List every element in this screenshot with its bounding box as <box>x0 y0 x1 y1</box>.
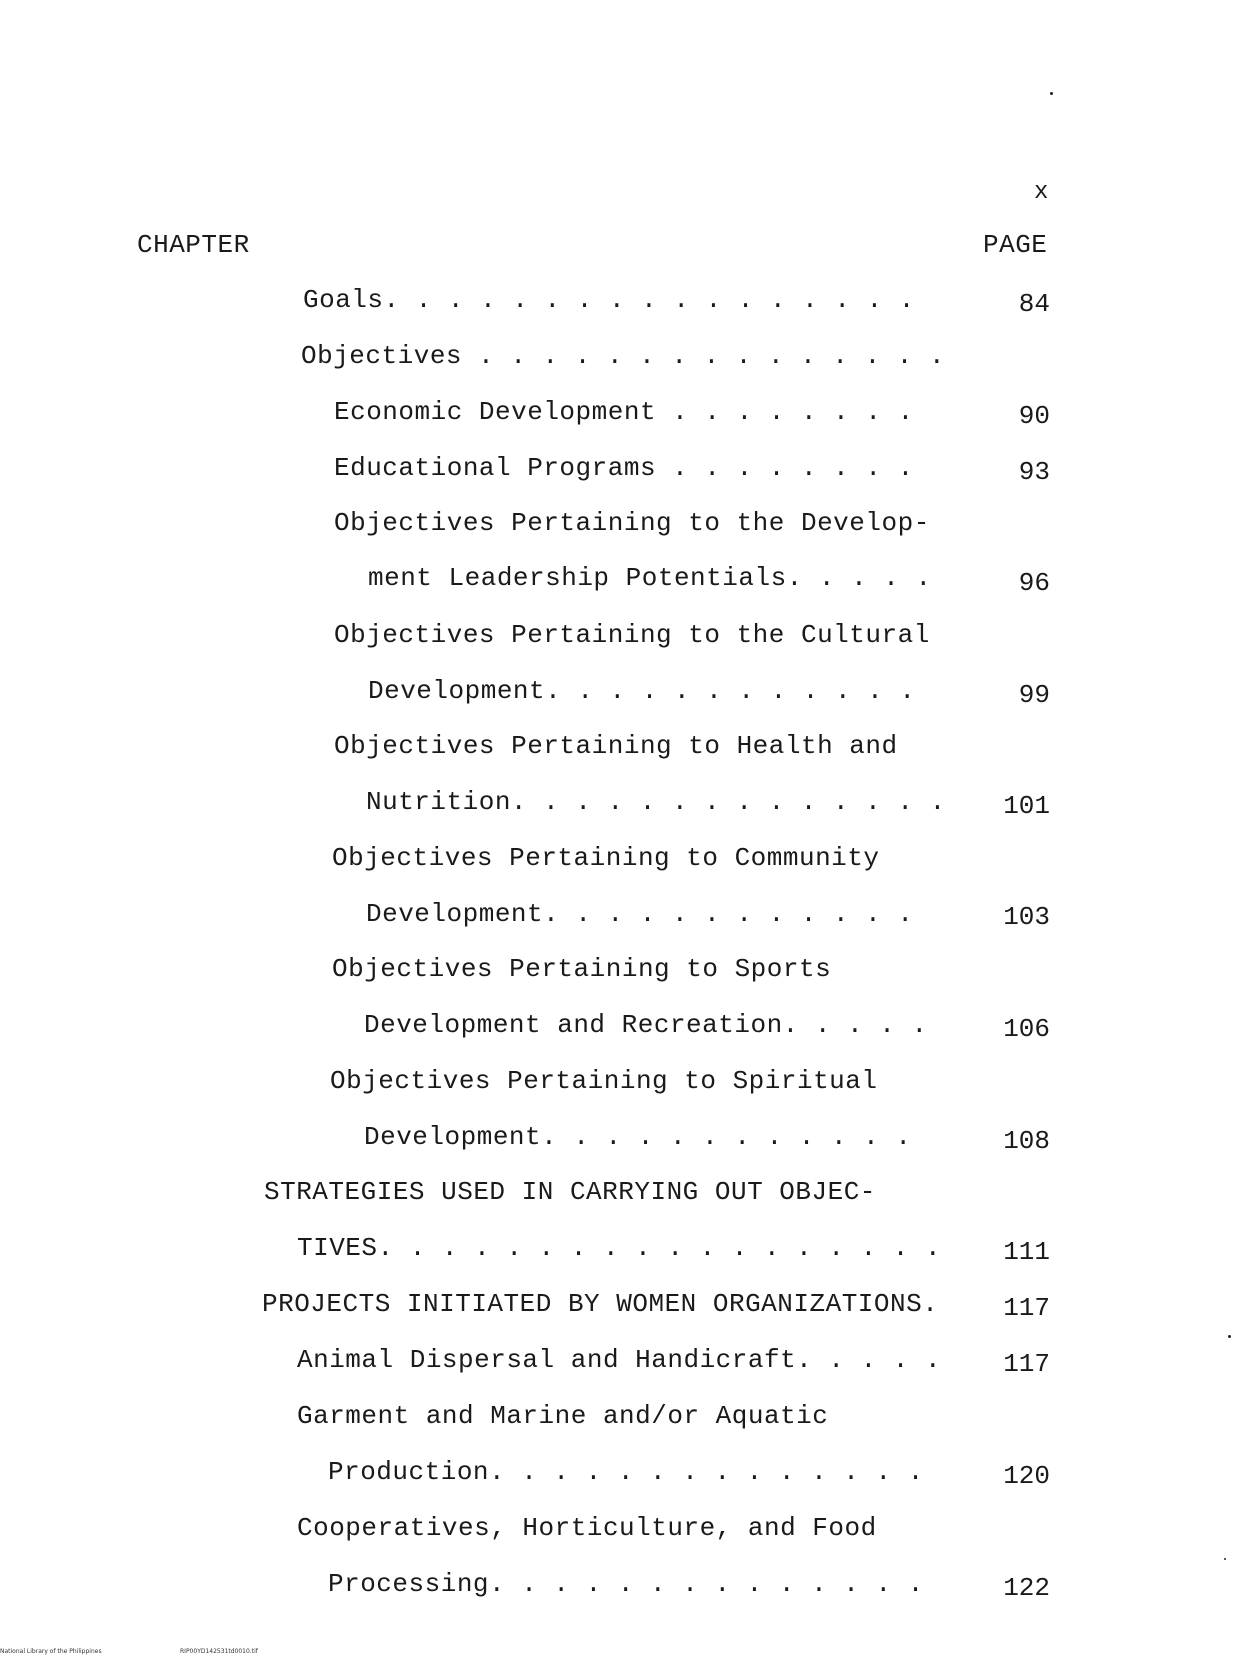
toc-entry: Nutrition. . . . . . . . . . . . . . <box>366 787 946 817</box>
toc-entry: Objectives Pertaining to Community <box>332 843 880 873</box>
toc-page-number: 93 <box>1018 457 1050 487</box>
scan-speck <box>1224 1558 1226 1560</box>
toc-page-number: 122 <box>1003 1573 1050 1603</box>
toc-page-number: 96 <box>1018 568 1050 598</box>
toc-entry: Production. . . . . . . . . . . . . . <box>328 1457 924 1487</box>
toc-entry: Development. . . . . . . . . . . . <box>368 676 916 706</box>
toc-entry: ment Leadership Potentials. . . . . <box>368 563 932 593</box>
toc-page-number: 99 <box>1018 680 1050 710</box>
toc-entry: Development. . . . . . . . . . . . <box>364 1122 912 1152</box>
page-column-header: PAGE <box>983 230 1048 260</box>
toc-entry: Economic Development . . . . . . . . <box>334 397 914 427</box>
toc-entry: Development and Recreation. . . . . <box>364 1010 928 1040</box>
toc-entry: Objectives Pertaining to Sports <box>332 954 832 984</box>
toc-entry: Development. . . . . . . . . . . . <box>366 899 914 929</box>
toc-page-number: 117 <box>1003 1349 1050 1379</box>
toc-entry: Objectives . . . . . . . . . . . . . . . <box>301 341 946 371</box>
footer-library: National Library of the Philippines <box>0 1648 102 1655</box>
toc-entry: Objectives Pertaining to Spiritual <box>330 1066 878 1096</box>
toc-entry: TIVES. . . . . . . . . . . . . . . . . . <box>297 1233 942 1263</box>
toc-entry: Goals. . . . . . . . . . . . . . . . . <box>303 285 915 315</box>
toc-entry: Garment and Marine and/or Aquatic <box>297 1401 829 1431</box>
toc-entry: Objectives Pertaining to Health and <box>334 731 898 761</box>
scan-speck <box>1050 92 1053 95</box>
toc-page-number: 120 <box>1003 1461 1050 1491</box>
toc-page-number: 108 <box>1003 1126 1050 1156</box>
toc-entry: STRATEGIES USED IN CARRYING OUT OBJEC- <box>264 1177 876 1207</box>
toc-page-number: 106 <box>1003 1014 1050 1044</box>
toc-page-number: 84 <box>1018 289 1050 319</box>
toc-page-number: 111 <box>1003 1237 1050 1267</box>
toc-entry: PROJECTS INITIATED BY WOMEN ORGANIZATIONS. <box>262 1289 939 1319</box>
toc-page-number: 101 <box>1003 791 1050 821</box>
toc-entry: Processing. . . . . . . . . . . . . . <box>328 1569 924 1599</box>
page-number: x <box>1034 179 1049 206</box>
toc-page-number: 117 <box>1003 1293 1050 1323</box>
toc-entry: Animal Dispersal and Handicraft. . . . . <box>297 1345 942 1375</box>
toc-page-number: 90 <box>1018 401 1050 431</box>
toc-entry: Educational Programs . . . . . . . . <box>334 453 914 483</box>
footer-file-id: RIP00YD142531td0010.tif <box>180 1648 258 1655</box>
toc-page-number: 103 <box>1003 902 1050 932</box>
toc-entry: Objectives Pertaining to the Develop- <box>334 508 930 538</box>
chapter-column-header: CHAPTER <box>137 230 250 260</box>
scan-speck <box>1228 1335 1231 1338</box>
toc-entry: Objectives Pertaining to the Cultural <box>334 620 930 650</box>
toc-entry: Cooperatives, Horticulture, and Food <box>297 1513 877 1543</box>
